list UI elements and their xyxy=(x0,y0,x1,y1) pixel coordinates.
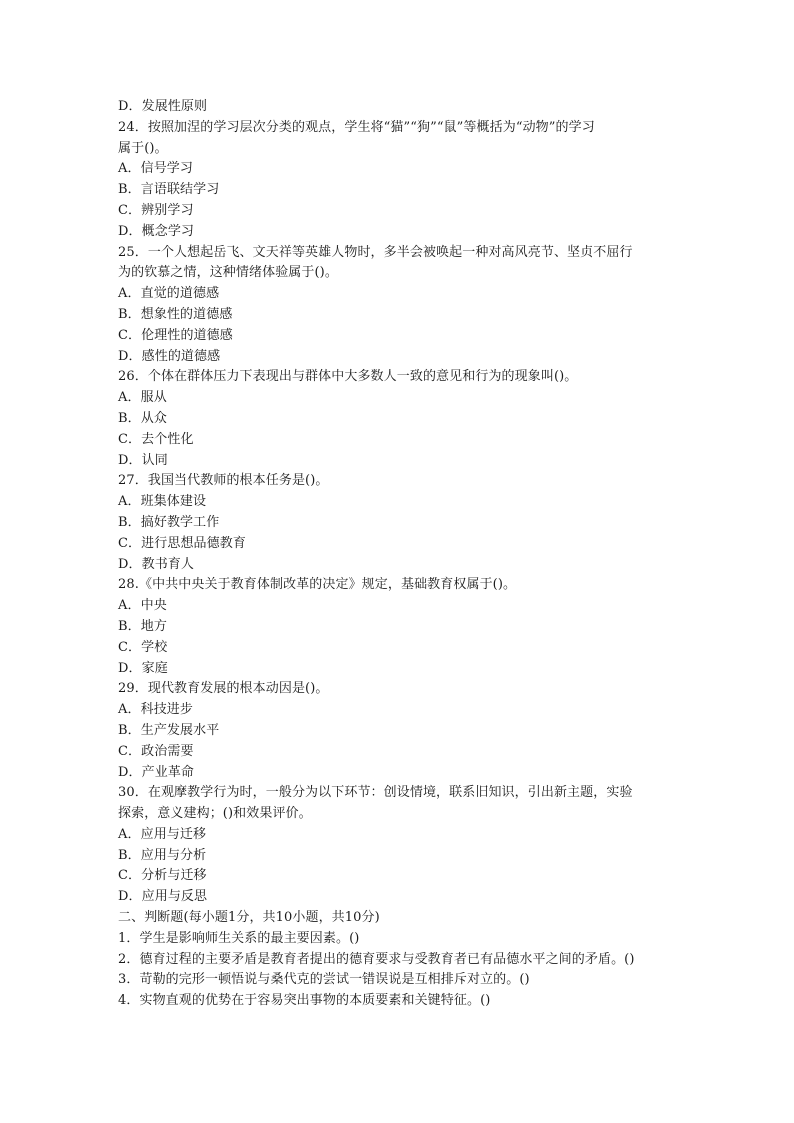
option-d: D．家庭 xyxy=(118,660,168,676)
option-d: D．概念学习 xyxy=(118,223,195,239)
question-25-text-cont: 为的钦慕之情，这种情绪体验属于()。 xyxy=(118,265,338,281)
option-d: D．认同 xyxy=(118,452,168,468)
option-a: A．中央 xyxy=(118,598,167,614)
question-30-text: 30．在观摩教学行为时，一般分为以下环节：创设情境，联系旧知识，引出新主题，实验 xyxy=(118,785,633,801)
option-d: D．应用与反思 xyxy=(118,889,208,905)
option-c: C．分析与迁移 xyxy=(118,868,207,884)
option-b: B．应用与分析 xyxy=(118,847,207,863)
question-29-text: 29．现代教育发展的根本动因是()。 xyxy=(118,681,329,697)
option-a: A．科技进步 xyxy=(118,702,193,718)
option-c: C．学校 xyxy=(118,639,168,655)
question-28-text: 28.《中共中央关于教育体制改革的决定》规定，基础教育权属于()。 xyxy=(118,577,517,593)
option-c: C．伦理性的道德感 xyxy=(118,327,233,343)
option-b: B．地方 xyxy=(118,618,167,634)
option-d: D．感性的道德感 xyxy=(118,348,221,364)
option-b: B．想象性的道德感 xyxy=(118,306,233,322)
judgment-item-2: 2．德育过程的主要矛盾是教育者提出的德育要求与受教育者已有品德水平之间的矛盾。() xyxy=(118,951,635,967)
option-c: C．进行思想品德教育 xyxy=(118,535,246,551)
option-b: B．生产发展水平 xyxy=(118,722,220,738)
judgment-item-3: 3．苛勒的完形一顿悟说与桑代克的尝试一错误说是互相排斥对立的。() xyxy=(118,972,530,988)
option-a: A．服从 xyxy=(118,390,167,406)
option-b: B．搞好教学工作 xyxy=(118,514,220,530)
question-25-text: 25．一个人想起岳飞、文天祥等英雄人物时，多半会被唤起一种对高风亮节、坚贞不屈行 xyxy=(118,244,633,260)
option-a: A．班集体建设 xyxy=(118,494,207,510)
option-c: C．政治需要 xyxy=(118,743,194,759)
question-27-text: 27．我国当代教师的根本任务是()。 xyxy=(118,473,329,489)
judgment-item-4: 4．实物直观的优势在于容易突出事物的本质要素和关键特征。() xyxy=(118,993,491,1009)
question-24-text: 24．按照加涅的学习层次分类的观点，学生将“猫”“狗”“鼠”等概括为“动物”的学习 xyxy=(118,119,595,135)
option-c: C．辨别学习 xyxy=(118,202,194,218)
question-26-text: 26．个体在群体压力下表现出与群体中大多数人一致的意见和行为的现象叫()。 xyxy=(118,369,578,385)
question-30-text-cont: 探索，意义建构；()和效果评价。 xyxy=(118,806,312,822)
question-24-text-cont: 属于()。 xyxy=(118,140,168,156)
section-heading-judgment: 二、判断题(每小题1分，共10小题，共10分) xyxy=(118,910,380,926)
document-body xyxy=(118,97,678,1012)
option-a: A．应用与迁移 xyxy=(118,826,207,842)
option-d: D．教书育人 xyxy=(118,556,195,572)
judgment-item-1: 1．学生是影响师生关系的最主要因素。() xyxy=(118,930,360,946)
option-b: B．言语联结学习 xyxy=(118,182,220,198)
option-d: D．产业革命 xyxy=(118,764,195,780)
option-c: C．去个性化 xyxy=(118,431,194,447)
option-d: D．发展性原则 xyxy=(118,99,208,114)
option-a: A．直觉的道德感 xyxy=(118,286,220,302)
option-a: A．信号学习 xyxy=(118,161,193,177)
option-b: B．从众 xyxy=(118,410,167,426)
